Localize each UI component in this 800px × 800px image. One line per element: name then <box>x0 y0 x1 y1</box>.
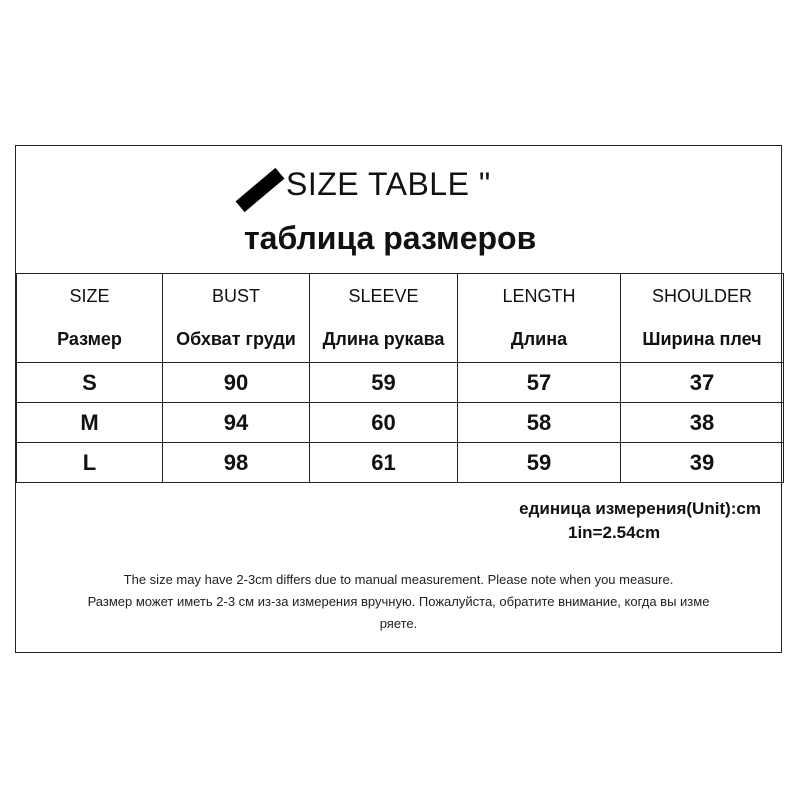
cell-size: S <box>17 363 163 403</box>
cell-size: L <box>17 443 163 483</box>
header-ru: Обхват груди <box>176 329 296 349</box>
header-ru: Ширина плеч <box>642 329 762 349</box>
header-row <box>17 274 784 363</box>
unit-label: единица измерения(Unit):cm <box>519 499 761 518</box>
header-en: LENGTH <box>502 286 576 306</box>
cell-size: M <box>17 403 163 443</box>
header-en: SLEEVE <box>348 286 419 306</box>
cell-bust: 90 <box>163 363 310 403</box>
note-russian-line2: ряете. <box>379 616 418 631</box>
size-table <box>16 273 784 483</box>
cell-shoulder: 38 <box>621 403 784 443</box>
cell-sleeve: 59 <box>310 363 458 403</box>
header-cell-length <box>458 274 621 363</box>
note-russian-line1: Размер может иметь 2-3 см из-за измерения вручную. Пожалуйста, обратите внимание, когда вы изме <box>87 594 710 609</box>
header-ru: Размер <box>57 329 122 349</box>
table-row <box>17 443 784 483</box>
cell-length: 58 <box>458 403 621 443</box>
title-russian: таблица размеров <box>244 220 537 256</box>
header-cell-bust <box>163 274 310 363</box>
header-ru: Длина <box>510 329 568 349</box>
cell-length: 59 <box>458 443 621 483</box>
cell-length: 57 <box>458 363 621 403</box>
size-chart-frame <box>15 145 782 653</box>
table-row <box>17 363 784 403</box>
cell-bust: 94 <box>163 403 310 443</box>
header-en: BUST <box>211 286 260 306</box>
slash-bar-icon <box>236 168 285 212</box>
cell-shoulder: 37 <box>621 363 784 403</box>
note-english: The size may have 2-3cm differs due to manual measurement. Please note when you measure. <box>123 572 674 587</box>
header-en: SHOULDER <box>651 286 753 306</box>
table-row <box>17 403 784 443</box>
cell-sleeve: 61 <box>310 443 458 483</box>
header-cell-size <box>17 274 163 363</box>
header-ru: Длина рукава <box>322 329 445 349</box>
cell-bust: 98 <box>163 443 310 483</box>
inch-conversion: 1in=2.54cm <box>568 523 661 542</box>
header-cell-shoulder <box>621 274 784 363</box>
title-block <box>16 146 781 271</box>
header-cell-sleeve <box>310 274 458 363</box>
header-en: SIZE <box>69 286 110 306</box>
cell-shoulder: 39 <box>621 443 784 483</box>
title-english: SIZE TABLE " <box>286 166 491 202</box>
cell-sleeve: 60 <box>310 403 458 443</box>
